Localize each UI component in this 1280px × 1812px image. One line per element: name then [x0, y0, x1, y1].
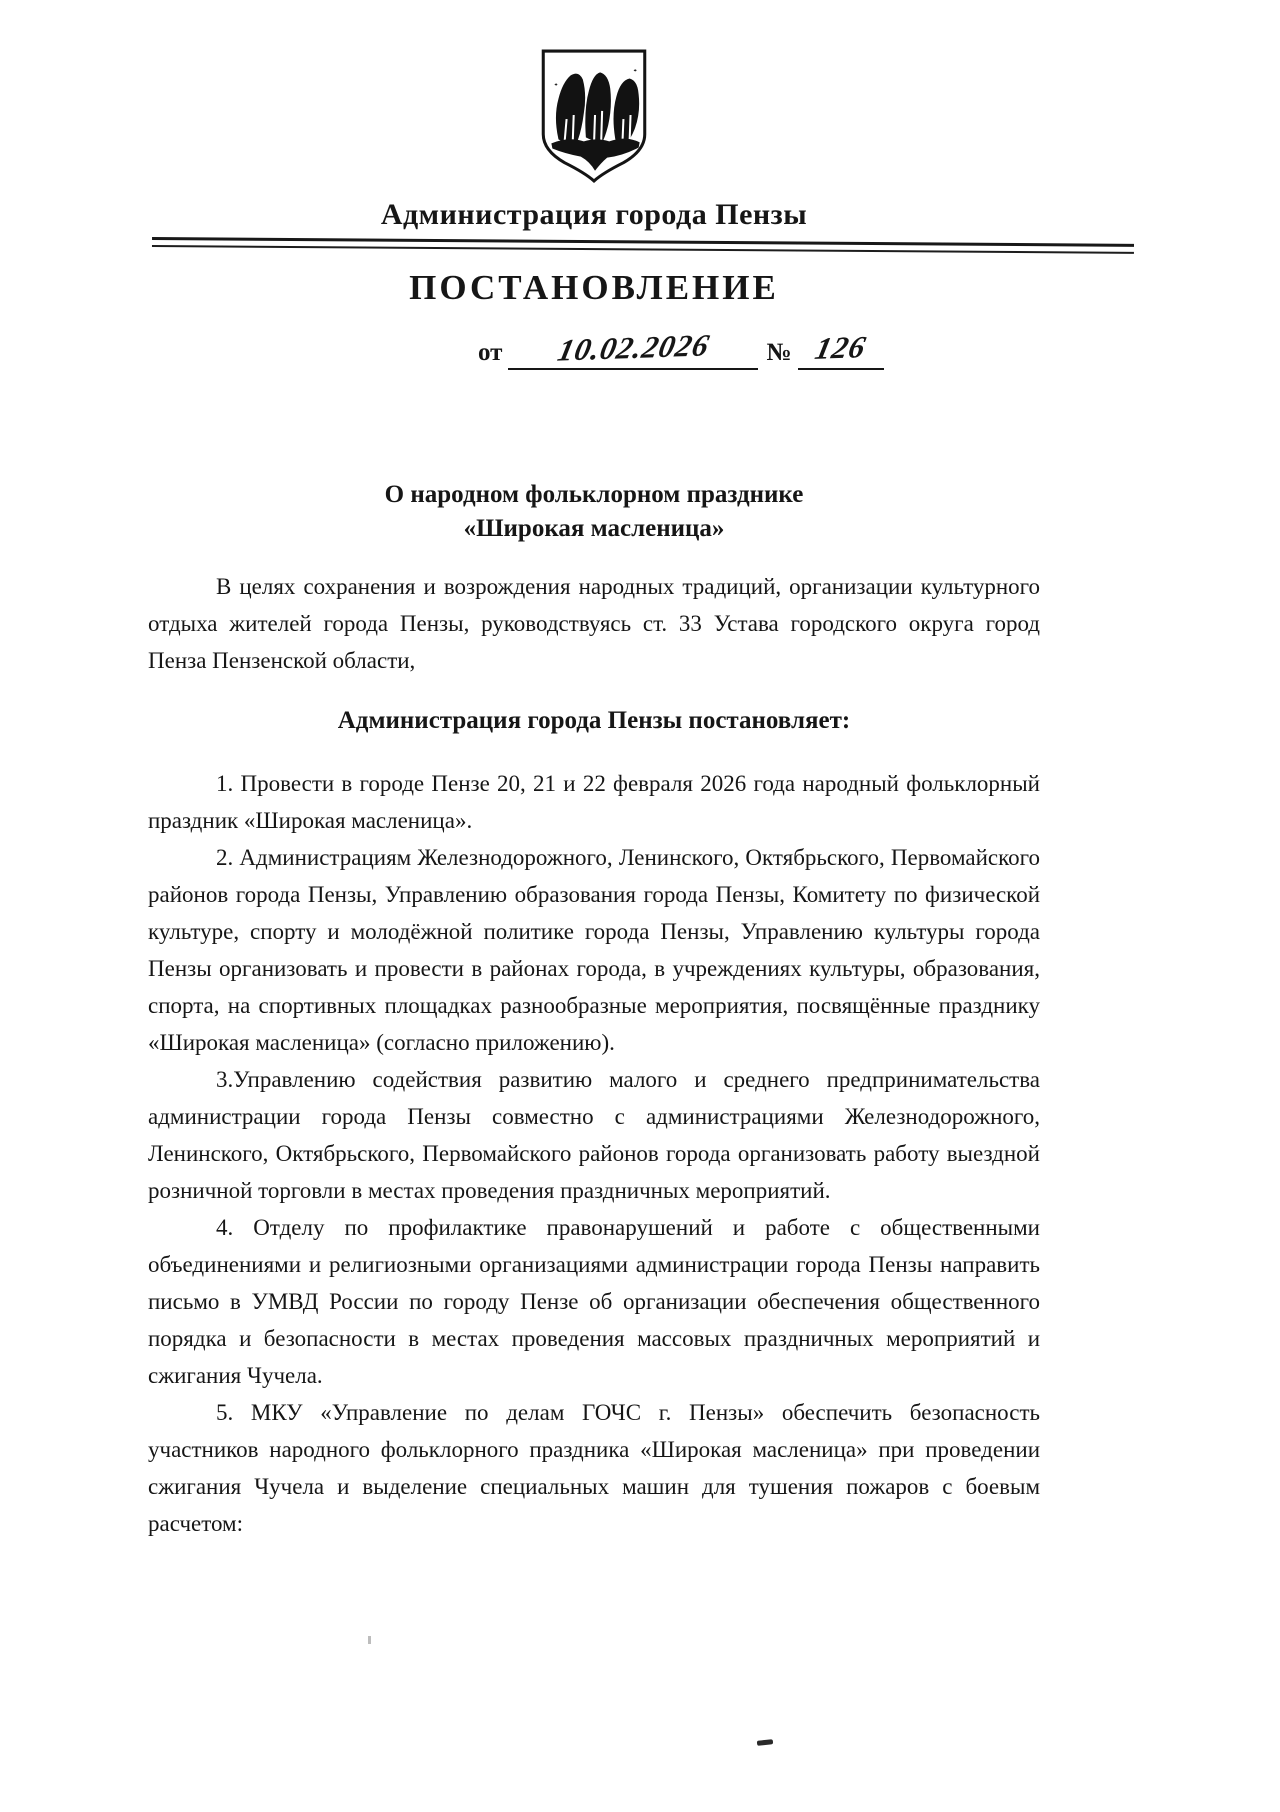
decree-item-3: 3.Управлению содействия развитию малого и среднего предпринимательства администрации города Пензы совместно с администрациями Железнодорожного, Ленинского, Октябрьского, Первомайского районов города организовать работу выездной розничной торговли в местах проведения праздничных мероприятий. — [148, 1067, 1040, 1203]
scan-artifact-dash — [757, 1739, 773, 1746]
document-type-heading: ПОСТАНОВЛЕНИЕ — [409, 268, 779, 307]
penza-coat-of-arms-icon — [538, 48, 650, 184]
header-double-rule — [152, 235, 1134, 258]
scan-artifact-speck — [368, 1636, 371, 1644]
organization-name: Администрация города Пензы — [380, 198, 808, 231]
rule-line-bottom — [152, 245, 1134, 254]
subject-line-2: «Широкая масленица» — [463, 515, 725, 542]
decree-item-4: 4. Отделу по профилактике правонарушений и работе с общественными объединениями и религиозными организациями администрации города Пензы направить письмо в УМВД России по городу Пензе об организации обеспечения общественного порядка и безопасности в местах проведения массовых праздничных мероприятий и сжигания Чучела. — [148, 1215, 1040, 1388]
preamble-paragraph: В целях сохранения и возрождения народных традиций, организации культурного отдыха жителей города Пензы, руководствуясь ст. 33 Устава городского округа город Пенза Пензенской области, — [148, 574, 1040, 673]
subject-line-1: О народном фольклорном празднике — [384, 481, 804, 508]
number-value-handwritten: 126 — [811, 329, 870, 366]
number-underline-field — [798, 329, 884, 370]
date-and-number-line — [148, 327, 1040, 380]
number-label: № — [766, 339, 792, 366]
date-label: от — [478, 339, 503, 366]
date-value-handwritten: 10.02.2026 — [554, 327, 713, 368]
document-subject-title — [148, 478, 1040, 546]
resolution-heading: Администрация города Пензы постановляет: — [337, 707, 851, 734]
decree-item-1: 1. Провести в городе Пензе 20, 21 и 22 февраля 2026 года народный фольклорный праздник «Широкая масленица». — [148, 771, 1040, 833]
decree-item-2: 2. Администрациям Железнодорожного, Ленинского, Октябрьского, Первомайского районов города Пензы, Управлению образования города Пензы, Комитету по физической культуре, спорту и молодёжной политике города Пензы, Управлению культуры города Пензы организовать и провести в районах города, в учреждениях культуры, образования, спорта, на спортивных площадках разнообразные мероприятия, посвящённые празднику «Широкая масленица» (согласно приложению). — [148, 845, 1040, 1055]
decree-item-5: 5. МКУ «Управление по делам ГОЧС г. Пензы» обеспечить безопасность участников народного фольклорного праздника «Широкая масленица» при проведении сжигания Чучела и выделение специальных машин для тушения пожаров с боевым расчетом: — [148, 1400, 1040, 1536]
date-underline-field — [508, 327, 758, 370]
